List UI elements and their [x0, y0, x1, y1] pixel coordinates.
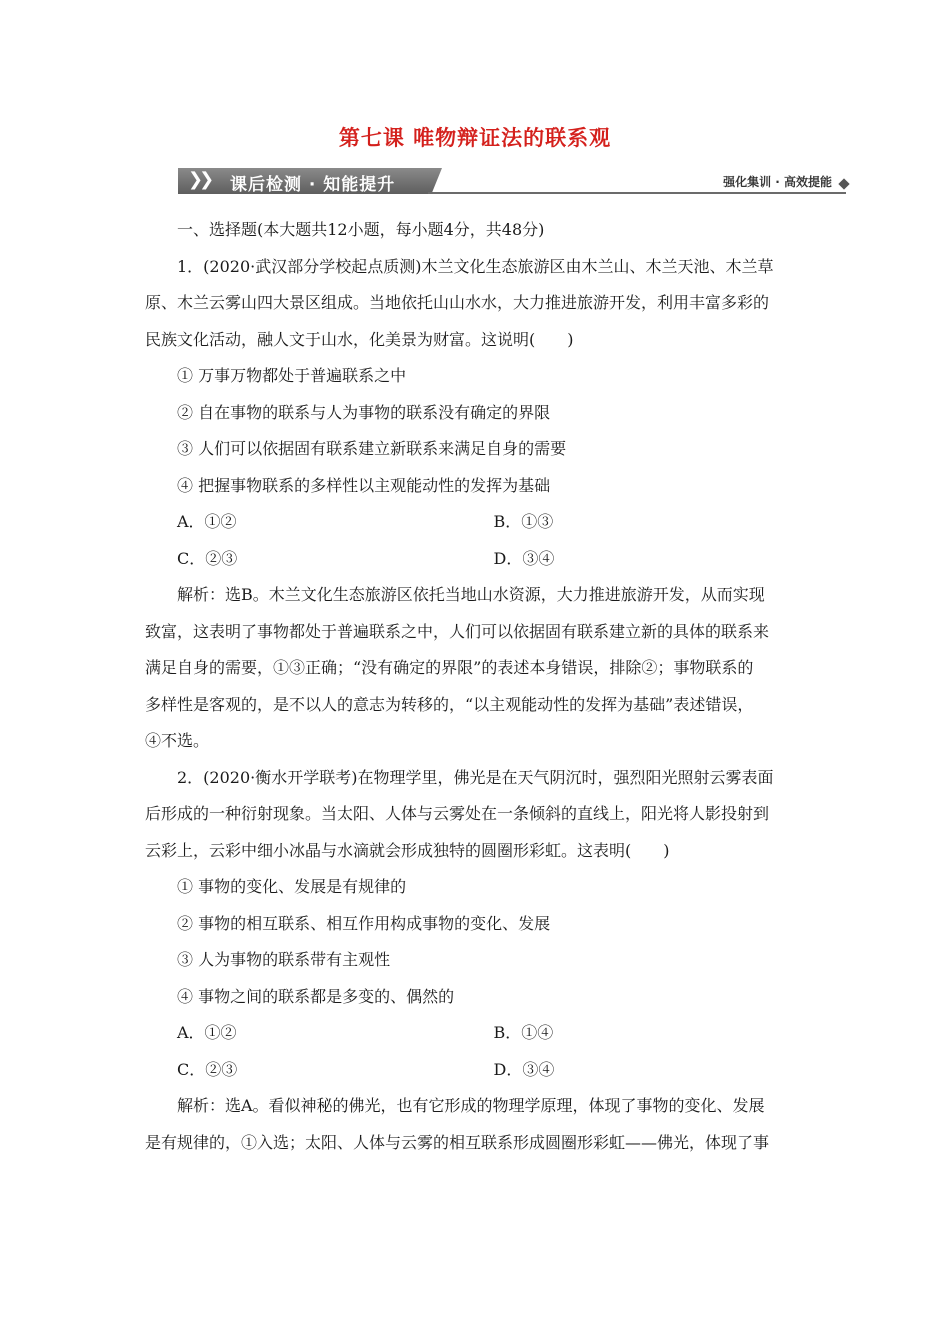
option-item: ③ 人为事物的联系带有主观性: [177, 950, 391, 969]
question-stem-line: 民族文化活动，融人文于山水，化美景为财富。这说明( ): [145, 329, 574, 349]
choice-b: B．①④: [493, 1023, 554, 1042]
banner-subtitle: 强化集训 · 高效提能: [723, 175, 832, 189]
diamond-icon: [838, 178, 849, 189]
question-stem-line: 1．(2020·武汉部分学校起点质测)木兰文化生态旅游区由木兰山、木兰天池、木兰草: [177, 256, 774, 276]
choice-d: D．③④: [493, 548, 555, 568]
answer-choices-row: [145, 541, 810, 578]
choice-c: C．②③: [177, 1059, 238, 1079]
option-item: ② 事物的相互联系、相互作用构成事物的变化、发展: [177, 913, 551, 933]
banner-title: 课后检测 · 知能提升: [230, 175, 396, 195]
analysis-line: 致富，这表明了事物都处于普遍联系之中，人们可以依据固有联系建立新的具体的联系来: [145, 621, 770, 641]
answer-choices-row: [145, 504, 810, 541]
analysis-line: ④不选。: [145, 731, 210, 750]
question-2: [145, 760, 810, 1162]
question-1: [145, 249, 810, 760]
question-stem-line: 原、木兰云雾山四大景区组成。当地依托山山水水，大力推进旅游开发，利用丰富多彩的: [145, 293, 770, 312]
answer-choices-row: [145, 1015, 810, 1052]
choice-a: A．①②: [177, 1023, 237, 1042]
double-chevron-icon: ❯❯: [188, 169, 211, 190]
analysis-line: 是有规律的，①入选；太阳、人体与云雾的相互联系形成圆圈形彩虹——佛光，体现了事: [145, 1132, 770, 1152]
analysis-line: 满足自身的需要，①③正确；“没有确定的界限”的表述本身错误，排除②；事物联系的: [145, 658, 754, 677]
analysis-line: 多样性是客观的，是不以人的意志为转移的，“以主观能动性的发挥为基础”表述错误，: [145, 694, 754, 714]
choice-c: C．②③: [177, 548, 238, 568]
section-banner: [178, 168, 850, 196]
section-heading: 一、选择题(本大题共12小题，每小题4分，共48分): [177, 220, 545, 239]
option-item: ④ 事物之间的联系都是多变的、偶然的: [177, 986, 455, 1006]
option-item: ① 事物的变化、发展是有规律的: [177, 877, 407, 896]
option-item: ② 自在事物的联系与人为事物的联系没有确定的界限: [177, 402, 551, 422]
document-body: [145, 212, 810, 1161]
question-stem-line: 后形成的一种衍射现象。当太阳、人体与云雾处在一条倾斜的直线上，阳光将人影投射到: [145, 804, 770, 823]
option-item: ① 万事万物都处于普遍联系之中: [177, 366, 407, 385]
option-item: ④ 把握事物联系的多样性以主观能动性的发挥为基础: [177, 475, 551, 495]
question-stem-line: 2．(2020·衡水开学联考)在物理学里，佛光是在天气阴沉时，强烈阳光照射云雾表面: [177, 767, 774, 787]
analysis-line: 解析：选B。木兰文化生态旅游区依托当地山水资源，大力推进旅游开发，从而实现: [177, 585, 765, 604]
choice-d: D．③④: [493, 1059, 555, 1079]
choice-b: B．①③: [493, 512, 554, 531]
banner-divider: [428, 192, 846, 194]
answer-choices-row: [145, 1052, 810, 1089]
question-stem-line: 云彩上，云彩中细小冰晶与水滴就会形成独特的圆圈形彩虹。这表明( ): [145, 840, 670, 860]
choice-a: A．①②: [177, 512, 237, 531]
option-item: ③ 人们可以依据固有联系建立新联系来满足自身的需要: [177, 439, 567, 458]
analysis-line: 解析：选A。看似神秘的佛光，也有它形成的物理学原理，体现了事物的变化、发展: [177, 1096, 765, 1115]
page-title: 第七课 唯物辩证法的联系观: [338, 126, 612, 150]
